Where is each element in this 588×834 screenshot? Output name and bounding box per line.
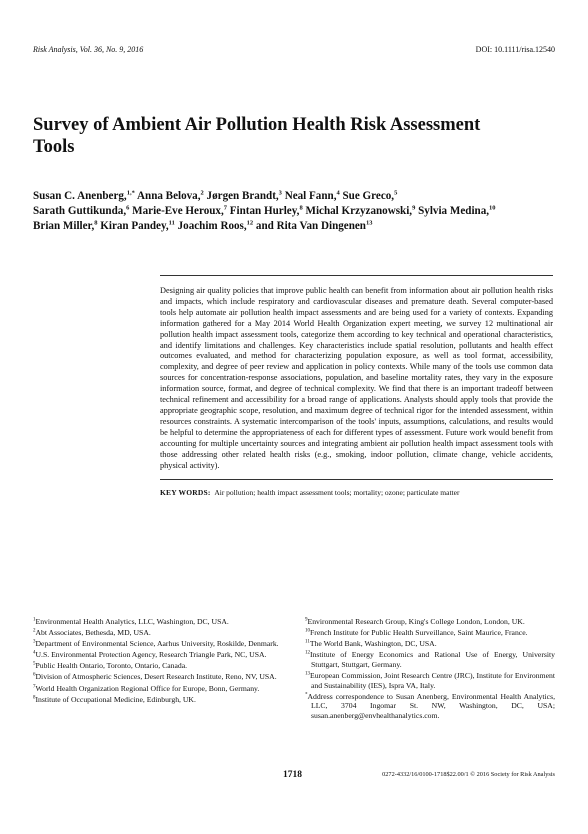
affiliation-text: The World Bank, Washington, DC, USA. — [309, 639, 437, 649]
author — [178, 220, 254, 232]
abstract-box — [160, 275, 553, 498]
author — [207, 190, 282, 202]
affiliation-text: Department of Environmental Science, Aarhus University, Roskilde, Denmark. — [35, 639, 279, 649]
affiliation — [33, 617, 279, 627]
author-affiliation-mark: 7 — [223, 204, 227, 212]
author — [285, 190, 340, 202]
affiliation-number: 12 — [305, 650, 310, 656]
author — [137, 190, 204, 202]
author-name: and Rita Van Dingenen — [255, 220, 366, 232]
affiliation — [33, 650, 279, 660]
affiliation-text: Environmental Health Analytics, LLC, Washington, DC, USA. — [35, 617, 229, 626]
affiliation — [305, 692, 555, 721]
affiliation-text: Address correspondence to Susan Anenberg, Environmental Health Analytics, LLC, 3704 Ingomar St. NW, Washington, DC, USA; susan.anenberg@envhealthanalytics.com. — [307, 691, 555, 720]
author-name: Sarath Guttikunda, — [33, 205, 127, 217]
affiliation-number: 6 — [33, 672, 36, 678]
author-affiliation-mark: 1,* — [126, 189, 135, 197]
author — [305, 205, 415, 217]
author-name: Fintan Hurley, — [229, 205, 300, 217]
author-name: Jørgen Brandt, — [206, 190, 279, 202]
author — [100, 220, 175, 232]
affiliation — [33, 639, 279, 649]
affiliation — [305, 671, 555, 690]
affiliation-text: European Commission, Joint Research Centre (JRC), Institute for Environment and Sustainability (IES), Ispra VA, Italy. — [310, 670, 555, 690]
affiliation-number: 7 — [33, 684, 36, 689]
abstract-top-rule — [160, 275, 553, 276]
affiliations-left-column — [33, 617, 279, 706]
abstract-bottom-rule — [160, 479, 553, 480]
affiliation-text: U.S. Environmental Protection Agency, Research Triangle Park, NC, USA. — [35, 650, 267, 660]
author — [230, 205, 303, 217]
author-name: Neal Fann, — [284, 190, 337, 202]
abstract: Designing air quality policies that improve public health can benefit from information about air pollution health risks and impacts, which include respiratory and cardiovascular diseases and premature death. Several computer-based tools help automate air pollution health impact assessments and are being used for a variety of contexts. Expanding information gathered for a May 2014 World Health Organization expert meeting, we survey 12 multinational air pollution health impact assessment tools, categorize them according to key technical and operational characteristics, and identify limitations and challenges. Key characteristics include spatial resolution, pollutants and health effect outcomes evaluated, and method for characterizing population exposure, as well as tool format, accessibility, complexity, and degree of peer review and application in policy contexts. While many of the tools use common data sources for concentration-response associations, population, and baseline mortality rates, they vary in the exposure information source, format, and degree of technical complexity. We find that there is an important tradeoff between technical refinement and accessibility for a broad range of applications. Analysts should apply tools that provide the appropriate geographic scope, resolution, and maximum degree of technical rigor for the intended assessment, within resources constraints. A systematic intercomparison of the tools' inputs, assumptions, calculations, and results would be helpful to determine the appropriateness of each for different types of assessment. Future work would benefit from accounting for multiple uncertainty sources and integrating ambient air pollution health impact assessment tools with those addressing other related health risks (e.g., smoking, indoor pollution, climate change, vehicle accidents, physical activity). — [160, 286, 553, 470]
journal-citation: Risk Analysis, Vol. 36, No. 9, 2016 — [33, 45, 144, 54]
author-affiliation-mark: 4 — [336, 189, 340, 197]
affiliation-number: 8 — [33, 695, 36, 701]
affiliation-text: Environmental Research Group, King's College London, London, UK. — [307, 617, 525, 626]
author-name: Sylvia Medina, — [418, 205, 490, 217]
affiliations-right-column — [305, 617, 555, 722]
affiliation-text: Abt Associates, Bethesda, MD, USA. — [35, 628, 151, 638]
author-affiliation-mark: 5 — [394, 189, 398, 197]
author-name: Anna Belova, — [137, 190, 201, 202]
author-affiliation-mark: 8 — [299, 204, 303, 212]
author-affiliation-mark: 10 — [489, 204, 496, 212]
page-footer — [33, 770, 555, 784]
affiliation — [305, 617, 555, 627]
affiliation — [305, 650, 555, 669]
affiliation-number: 5 — [33, 661, 36, 667]
author-affiliation-mark: 9 — [412, 204, 416, 212]
author-name: Michal Krzyzanowski, — [305, 205, 413, 217]
author-name: Kiran Pandey, — [100, 220, 169, 232]
author — [343, 190, 398, 202]
affiliation-number: 4 — [33, 650, 36, 656]
author-affiliation-mark: 3 — [278, 189, 282, 197]
affiliation-text: World Health Organization Regional Office for Europe, Bonn, Germany. — [35, 683, 260, 693]
author — [132, 205, 227, 217]
keywords — [160, 488, 553, 498]
author-name: Brian Miller, — [33, 220, 95, 232]
affiliation-text: Institute of Occupational Medicine, Edinburgh, UK. — [35, 694, 196, 704]
affiliation-number: * — [305, 692, 308, 698]
doi[interactable]: DOI: 10.1111/risa.12540 — [475, 45, 555, 54]
author-affiliation-mark: 12 — [246, 219, 254, 227]
affiliation-text: Public Health Ontario, Toronto, Ontario, Canada. — [35, 661, 188, 671]
keywords-text: Air pollution; health impact assessment tools; mortality; ozone; particulate matter — [214, 488, 460, 498]
author-affiliation-mark: 13 — [365, 219, 373, 227]
affiliation-text: Institute of Energy Economics and Rational Use of Energy, University Stuttgart, Stuttgart, Germany. — [310, 650, 555, 669]
author-affiliation-mark: 6 — [126, 204, 130, 212]
affiliation — [33, 695, 279, 705]
author — [256, 220, 373, 232]
affiliation-text: Division of Atmospheric Sciences, Desert Research Institute, Reno, NV, USA. — [35, 672, 277, 682]
affiliation — [305, 639, 555, 649]
affiliation-number: 10 — [305, 628, 310, 634]
keywords-label: KEY WORDS: — [160, 488, 211, 498]
affiliation — [33, 672, 279, 682]
affiliation — [33, 684, 279, 694]
page-number: 1718 — [283, 770, 302, 780]
author-affiliation-mark: 8 — [94, 219, 98, 227]
affiliation — [33, 661, 279, 671]
running-header — [33, 45, 555, 54]
affiliation — [305, 628, 555, 638]
author-name: Joachim Roos, — [177, 220, 247, 232]
affiliation — [33, 628, 279, 638]
author-name: Marie-Eve Heroux, — [132, 205, 224, 217]
affiliation-number: 2 — [33, 628, 36, 634]
affiliation-number: 1 — [33, 617, 36, 623]
author — [418, 205, 495, 217]
author-name: Susan C. Anenberg, — [33, 190, 127, 202]
affiliation-text: French Institute for Public Health Surveillance, Saint Maurice, France. — [310, 628, 528, 638]
paper-title: Survey of Ambient Air Pollution Health Risk Assessment Tools — [33, 115, 481, 157]
affiliation-number: 11 — [305, 639, 310, 645]
author-name: Sue Greco, — [342, 190, 395, 202]
author — [33, 220, 97, 232]
affiliation-number: 9 — [305, 617, 308, 623]
copyright-line: 0272-4332/16/0100-1718$22.00/1 © 2016 Society for Risk Analysis — [382, 771, 555, 778]
author — [33, 190, 135, 202]
author-affiliation-mark: 11 — [168, 219, 175, 227]
affiliation-number: 3 — [33, 639, 36, 645]
affiliation-number: 13 — [305, 671, 310, 677]
author — [33, 205, 129, 217]
author-affiliation-mark: 2 — [200, 189, 204, 197]
author-list — [33, 189, 563, 234]
